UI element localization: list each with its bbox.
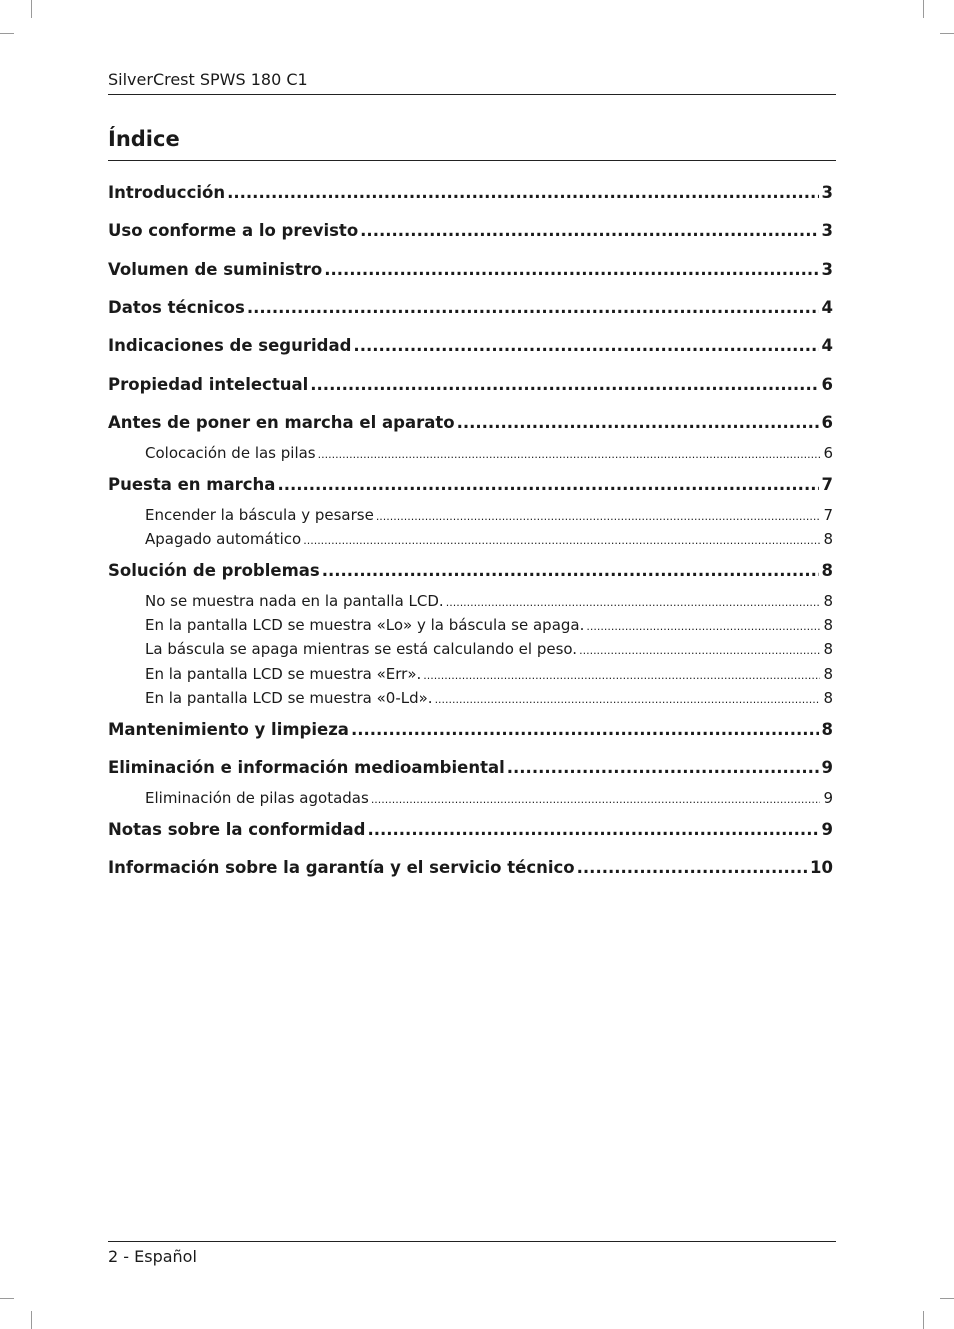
toc-entry-label: Eliminación e información medioambiental <box>108 758 505 778</box>
toc-subentry[interactable] <box>145 688 833 708</box>
running-header: SilverCrest SPWS 180 C1 <box>108 70 308 89</box>
toc-entry[interactable] <box>108 220 833 242</box>
crop-mark <box>0 33 14 34</box>
toc-subentry[interactable] <box>145 591 833 611</box>
title-rule <box>108 160 836 161</box>
toc-entry-page: 9 <box>821 820 833 840</box>
toc-subentry[interactable] <box>145 505 833 525</box>
toc-entry[interactable] <box>108 412 833 434</box>
toc-subentry[interactable] <box>145 615 833 635</box>
toc-entry-page: 9 <box>821 758 833 778</box>
crop-mark <box>940 1298 954 1299</box>
toc-entry-label: Propiedad intelectual <box>108 374 309 394</box>
toc-entry[interactable] <box>108 335 833 357</box>
page-title: Índice <box>108 127 180 151</box>
toc-leader-dots <box>351 719 819 741</box>
toc-entry-page: 3 <box>821 221 833 241</box>
toc-leader-dots <box>579 641 820 659</box>
toc-leader-dots <box>353 335 818 357</box>
toc-subentry[interactable] <box>145 788 833 808</box>
toc-subentry[interactable] <box>145 639 833 659</box>
crop-mark <box>31 0 32 18</box>
toc-entry-page: 8 <box>823 640 833 659</box>
crop-mark <box>0 1298 14 1299</box>
toc-entry-label: Datos técnicos <box>108 297 245 317</box>
toc-entry-label: Indicaciones de seguridad <box>108 336 352 356</box>
toc-entry-page: 7 <box>823 505 833 524</box>
toc-entry-label: Notas sobre la conformidad <box>108 820 366 840</box>
toc-entry[interactable] <box>108 474 833 496</box>
crop-mark <box>31 1311 32 1329</box>
toc-entry[interactable] <box>108 374 833 396</box>
toc-entry[interactable] <box>108 819 833 841</box>
toc-entry-label: Solución de problemas <box>108 561 320 580</box>
toc-entry[interactable] <box>108 757 833 779</box>
toc-entry-label: Mantenimiento y limpieza <box>108 719 349 739</box>
toc-entry-label: Volumen de suministro <box>108 259 323 279</box>
toc-entry[interactable] <box>108 182 833 204</box>
toc-entry-page: 8 <box>823 664 833 683</box>
toc-entry-page: 6 <box>821 374 833 394</box>
toc-leader-dots <box>376 507 821 525</box>
crop-mark <box>923 0 924 18</box>
toc-entry-page: 6 <box>823 443 833 462</box>
toc-subentry[interactable] <box>145 529 833 549</box>
toc-entry-page: 3 <box>821 259 833 279</box>
page-footer: 2 - Español <box>108 1247 197 1266</box>
toc-entry[interactable] <box>108 560 833 582</box>
toc-leader-dots <box>586 617 820 635</box>
footer-rule <box>108 1241 836 1242</box>
toc-entry-page: 8 <box>821 719 833 739</box>
toc-leader-dots <box>303 531 820 549</box>
toc-entry-label: En la pantalla LCD se muestra «0-Ld». <box>145 688 433 707</box>
toc-leader-dots <box>435 690 821 708</box>
toc-entry-page: 7 <box>821 474 833 494</box>
toc-leader-dots <box>360 220 818 242</box>
toc-leader-dots <box>371 790 821 808</box>
toc-entry-label: En la pantalla LCD se muestra «Lo» y la báscula se apaga. <box>145 616 585 635</box>
toc-entry-page: 10 <box>810 858 833 878</box>
toc-entry-label: La báscula se apaga mientras se está calculando el peso. <box>145 640 578 659</box>
toc-entry[interactable] <box>108 259 833 281</box>
toc-leader-dots <box>577 857 807 879</box>
toc-leader-dots <box>457 412 819 434</box>
toc-subentry[interactable] <box>145 443 833 463</box>
toc-leader-dots <box>324 259 818 281</box>
toc-leader-dots <box>367 819 818 841</box>
toc-leader-dots <box>318 445 821 463</box>
toc-leader-dots <box>446 593 821 611</box>
toc-leader-dots <box>507 757 819 779</box>
toc-entry-page: 8 <box>821 561 833 580</box>
toc-entry-label: Información sobre la garantía y el servicio técnico <box>108 858 575 878</box>
toc-leader-dots <box>247 297 819 319</box>
toc-entry-page: 6 <box>821 412 833 432</box>
toc-leader-dots <box>277 474 818 496</box>
toc-entry-page: 8 <box>823 592 833 610</box>
header-rule <box>108 94 836 95</box>
toc-entry-label: Apagado automático <box>145 530 302 548</box>
toc-entry[interactable] <box>108 857 833 879</box>
toc-entry-page: 4 <box>821 336 833 356</box>
toc-entry-label: Uso conforme a lo previsto <box>108 221 359 241</box>
toc-entry-page: 9 <box>823 789 833 808</box>
toc-entry-page: 3 <box>821 183 833 202</box>
crop-mark <box>923 1311 924 1329</box>
toc-entry-page: 8 <box>823 616 833 635</box>
toc-entry[interactable] <box>108 297 833 319</box>
toc-entry-label: Encender la báscula y pesarse <box>145 505 374 524</box>
toc-entry-page: 4 <box>821 297 833 317</box>
toc-leader-dots <box>227 182 818 204</box>
toc-entry-label: Introducción <box>108 183 226 202</box>
toc-entry[interactable] <box>108 719 833 741</box>
crop-mark <box>940 33 954 34</box>
toc-entry-label: Eliminación de pilas agotadas <box>145 789 369 808</box>
toc-leader-dots <box>423 666 820 684</box>
toc-entry-label: En la pantalla LCD se muestra «Err». <box>145 664 422 683</box>
toc-leader-dots <box>322 560 819 582</box>
toc-leader-dots <box>310 374 818 396</box>
toc-subentry[interactable] <box>145 664 833 684</box>
toc-entry-label: Colocación de las pilas <box>145 443 316 462</box>
toc-entry-label: Antes de poner en marcha el aparato <box>108 412 455 432</box>
toc-entry-page: 8 <box>823 688 833 707</box>
toc-entry-label: Puesta en marcha <box>108 474 276 494</box>
toc-entry-label: No se muestra nada en la pantalla LCD. <box>145 592 444 610</box>
toc-entry-page: 8 <box>823 530 833 548</box>
